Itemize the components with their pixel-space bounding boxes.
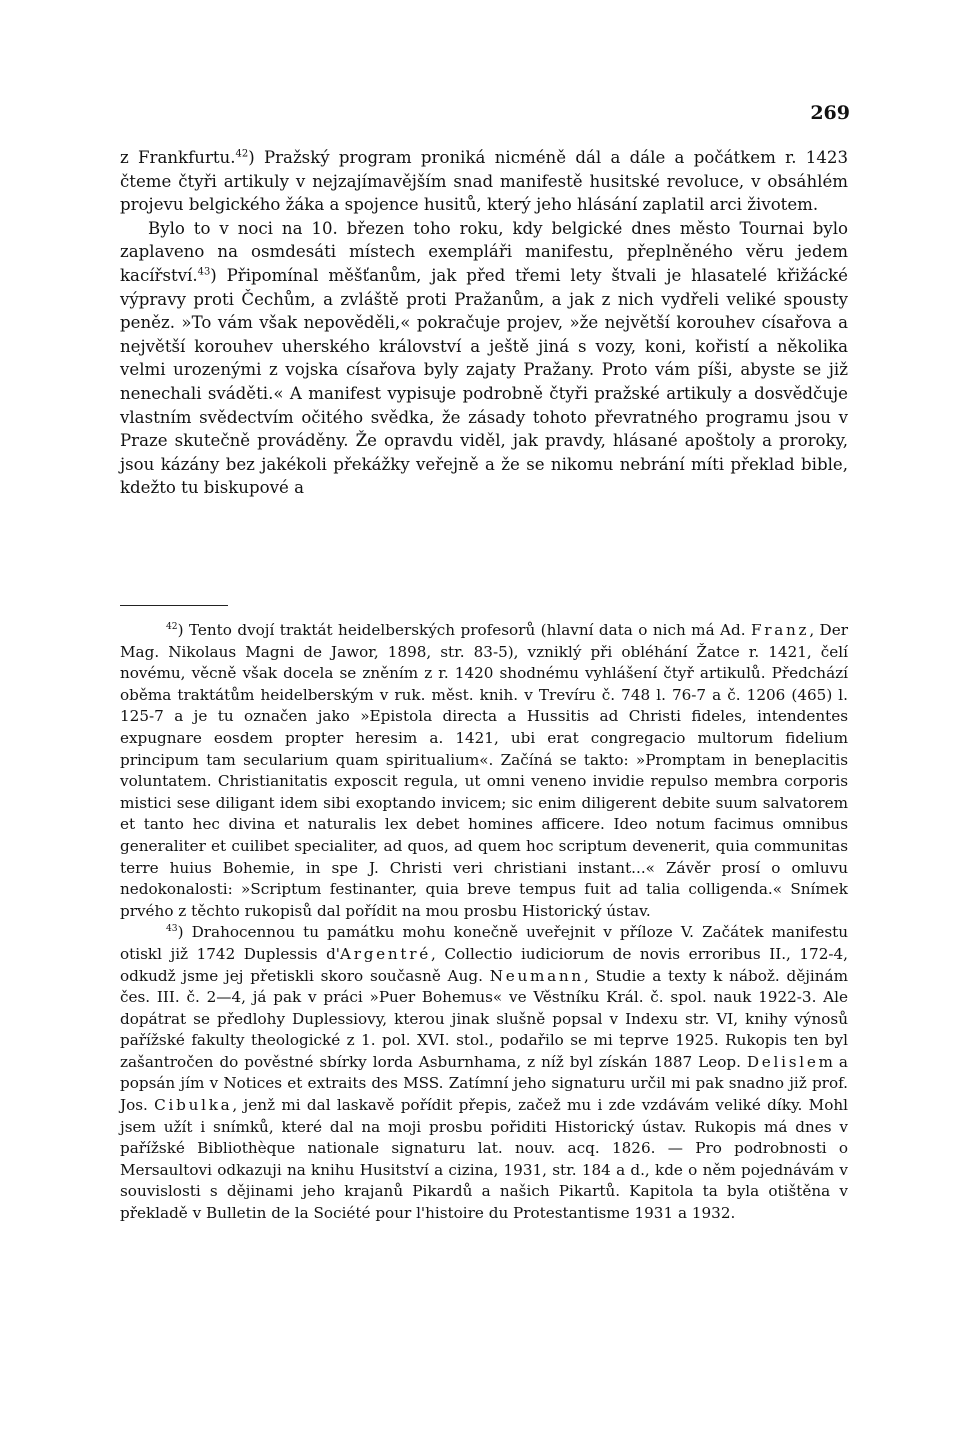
text-run: z Frankfurtu.	[120, 148, 236, 167]
text-run: ) Připomínal měšťanům, jak před třemi lety štvali je hlasatelé křižácké výpravy proti Čechům, a zvláště proti Pražanům, a jak z nich vydřeli veliké spousty peněz. »To vám však nepověděli,« pokračuje projev, »že největší korouhev císařova a největší korouhev uherského království a ještě jiná s vozy, koni, kořistí a několika velmi urozenými z vojska císařova byly zajaty Pražany. Proto vám píši, abyste se již nenechali sváděti.« A manifest vypisuje podrobně čtyři pražské artikuly a dosvědčuje vlastním svědectvím očitého svědka, že zásady tohoto převratného programu jsou v Praze skutečně prováděny. Že opravdu viděl, jak pravdy, hlásané apoštoly a proroky, jsou kázány bez jakékoli překážky veřejně a že se nikomu nebrání míti překlad bible, kdežto tu biskupové a	[120, 265, 848, 498]
footnote-43	[120, 922, 848, 1224]
text-run: Bylo to v noci na 10. březen toho roku, kdy belgické dnes město Tournai bylo zaplaveno na osmdesáti místech exempláři manifestu, přeplněného věru jedem kacířství.	[120, 218, 848, 285]
footnote-reference-43: 43	[197, 266, 211, 278]
spaced-name: Neumann	[489, 966, 584, 985]
text-run: , Der Mag. Nikolaus Magni de Jawor, 1898, str. 83-5), vzniklý při obléhání Žatce r. 1421, čelí novému, věcně však docela se zněním z r. 1420 shodnému vyhlášení čtyř artikulů. Předchází oběma traktátům heidelberským v ruk. měst. knih. v Trevíru č. 748 l. 76-7 a č. 1206 (465) l. 125-7 a je tu označen jako »Epistola directa a Hussitis ad Christi fideles, intendentes expugnare eosdem propter heresim a. 1421, ubi erat congregacio multorum fidelium principum tam secularium quam spiritualium«. Začíná se takto: »Promptam in beneplacitis voluntatem. Christianitatis exposcit regula, ut omni veneno invidie repulso membra corporis mistici sese diligant idem sibi exoptando invicem; sic enim diligerent debite suum salvatorem et tanto hec divina et naturalis lex debet homines afficere. Ideo notum facimus omnibus generaliter et cuilibet specialiter, ad quos, ad quem hoc scriptum devenerit, quia communitas terre huius Bohemie, in spe J. Christi veri christiani instant...« Závěr prosí o omluvu nedokonalosti: »Scriptum festinanter, quia breve tempus fuit ad talia colligenda.« Snímek prvého z těchto rukopisů dal pořídit na mou prosbu Historický ústav.	[120, 621, 848, 920]
text-run: m a popsán jím v Notices et extraits des MSS. Zatímní jeho signaturu určil mi pak snadno již prof. Jos.	[120, 1052, 848, 1115]
spaced-name: Cibulka	[154, 1096, 233, 1115]
footnote-42	[120, 620, 848, 922]
spaced-name: Franz	[750, 621, 810, 639]
footnote-number: 43	[166, 924, 178, 935]
main-text	[120, 146, 848, 500]
spaced-name: Argentré	[340, 944, 431, 963]
text-run: ) Drahocennou tu památku mohu konečně uveřejnit v příloze V. Začátek manifestu otiskl již 1742 Duplessis d'	[120, 923, 848, 963]
footnote-reference-42: 42	[235, 148, 249, 160]
footnote-number: 42	[166, 621, 178, 632]
footnotes	[120, 620, 848, 1225]
page-number: 269	[810, 102, 850, 124]
main-paragraph-2	[120, 217, 848, 500]
text-run: , jenž mi dal laskavě pořídit přepis, začež mu i zde vzdávám veliké díky. Mohl jsem užít i snímků, které dal na moji prosbu pořiditi Historický ústav. Rukopis má dnes v pařížské Bibliothèque nationale signaturu lat. nouv. acq. 1826. — Pro podrobnosti o Mersaultovi odkazuji na knihu Husitství a cizina, 1931, str. 184 a d., kde o něm pojednávám v souvislosti s dějinami jeho krajanů Pikardů a našich Pikartů. Kapitola ta byla otištěna v překladě v Bulletin de la Société pour l'histoire du Protestantisme 1931 a 1932.	[120, 1096, 848, 1223]
footnote-separator	[120, 605, 228, 606]
spaced-name: Delisle	[746, 1052, 819, 1071]
text-run: ) Pražský program proniká nicméně dál a dále a počátkem r. 1423 čteme čtyři artikuly v nejzajímavějším snad manifestě husitské revoluce, v obsáhlém projevu belgického žáka a spojence husitů, který jeho hlásání zaplatil arci životem.	[120, 148, 848, 215]
text-run: ) Tento dvojí traktát heidelberských profesorů (hlavní data o nich má Ad.	[177, 621, 751, 639]
text-run: , Collectio iudiciorum de novis erroribus II., 172-4, odkudž jsme jej přetiskli skoro současně Aug.	[120, 944, 848, 985]
main-paragraph-1	[120, 146, 848, 217]
text-run: , Studie a texty k nábož. dějinám čes. III. č. 2—4, já pak v práci »Puer Bohemus« ve Věstníku Král. č. spol. nauk 1922-3. Ale dopátrat se předlohy Duplessiovy, kterou jinak slušně popsal v Indexu str. VI, knihy výnosů pařížské fakulty theologické z 1. pol. XVI. stol., podařilo se mi teprve 1925. Rukopis ten byl zašantročen do pověstné sbírky lorda Asburnhama, z níž byl získán 1887 Leop.	[120, 966, 848, 1071]
